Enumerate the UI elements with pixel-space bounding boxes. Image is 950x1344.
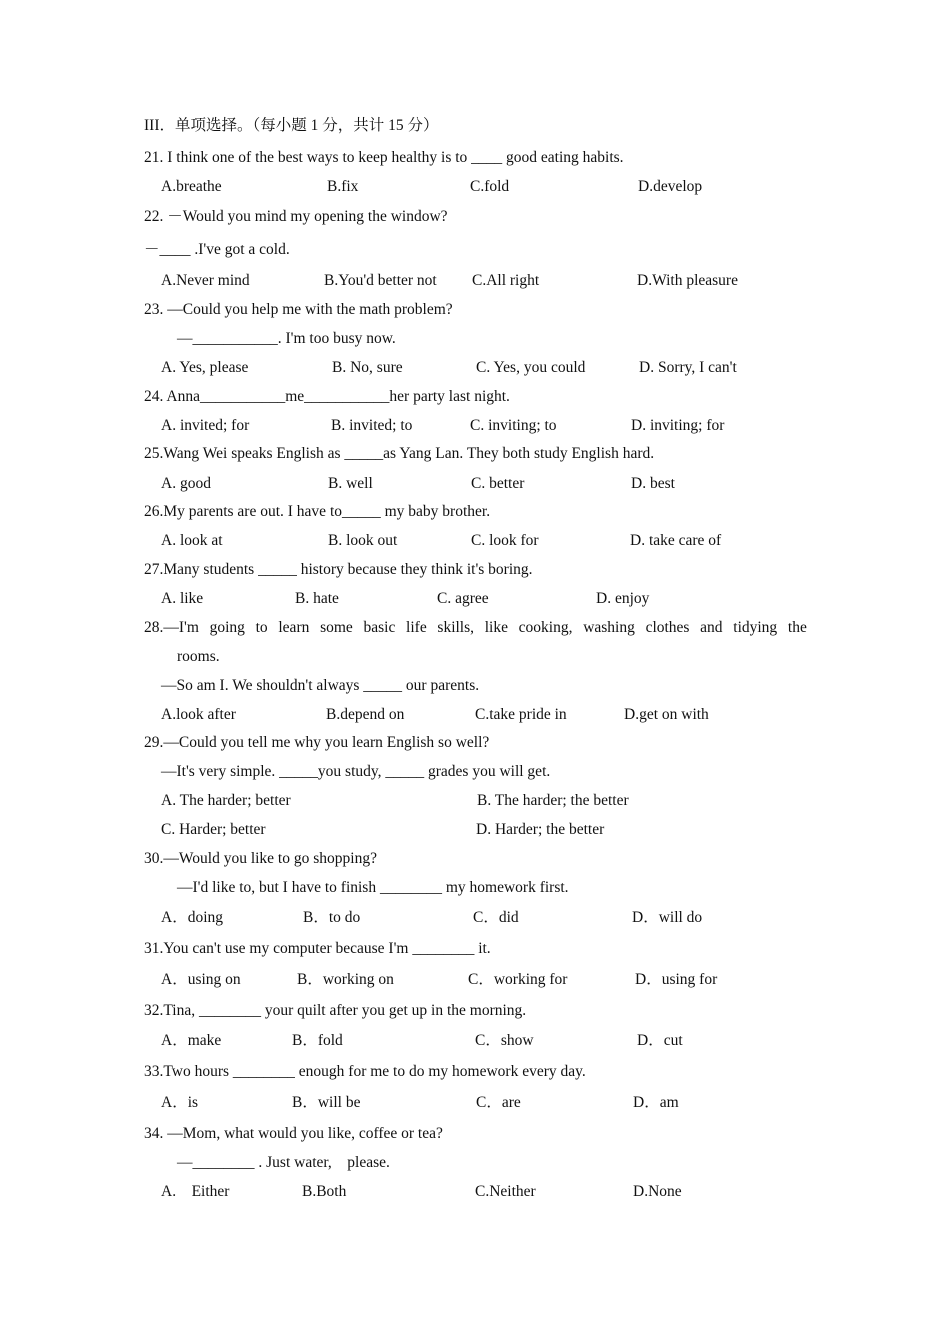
- question-27-option-a[interactable]: A. like: [161, 590, 204, 607]
- question-25-stem: 25.Wang Wei speaks English as _____as Yang Lan. They both study English hard.: [144, 445, 655, 462]
- question-24-option-d[interactable]: D. inviting; for: [631, 417, 725, 434]
- question-23-reply: —___________. I'm too busy now.: [177, 330, 396, 347]
- question-25-option-a[interactable]: A. good: [161, 475, 211, 492]
- question-33-option-b[interactable]: B．will be: [292, 1094, 361, 1111]
- question-21-option-c[interactable]: C.fold: [470, 178, 510, 195]
- question-27-option-c[interactable]: C. agree: [437, 590, 489, 607]
- question-31-option-a[interactable]: A．using on: [161, 971, 241, 988]
- question-22-reply: －____ .I've got a cold.: [144, 241, 290, 258]
- question-30-option-a[interactable]: A．doing: [161, 909, 224, 926]
- question-28-stem-continued: rooms.: [177, 648, 220, 665]
- question-21-option-d[interactable]: D.develop: [638, 178, 703, 195]
- question-21-option-a[interactable]: A.breathe: [161, 178, 222, 195]
- question-26-option-c[interactable]: C. look for: [471, 532, 539, 549]
- question-28-option-d[interactable]: D.get on with: [624, 706, 709, 723]
- question-30-stem: 30.—Would you like to go shopping?: [144, 850, 377, 867]
- question-21-stem: 21. I think one of the best ways to keep healthy is to ____ good eating habits.: [144, 149, 624, 166]
- question-32-option-a[interactable]: A．make: [161, 1032, 222, 1049]
- question-28-stem: [144, 618, 807, 638]
- question-27-option-d[interactable]: D. enjoy: [596, 590, 650, 607]
- question-31-stem: 31.You can't use my computer because I'm ________ it.: [144, 940, 491, 957]
- question-25-option-d[interactable]: D. best: [631, 475, 675, 492]
- question-30-option-c[interactable]: C．did: [473, 909, 519, 926]
- question-34-option-d[interactable]: D.None: [633, 1183, 682, 1200]
- question-32-option-d[interactable]: D．cut: [637, 1032, 683, 1049]
- stem-word: and: [700, 619, 723, 636]
- stem-word: some: [320, 619, 353, 636]
- question-33-option-c[interactable]: C．are: [476, 1094, 521, 1111]
- stem-word: cooking,: [518, 619, 573, 636]
- question-23-option-a[interactable]: A. Yes, please: [161, 359, 249, 376]
- question-22-option-c[interactable]: C.All right: [472, 272, 540, 289]
- question-26-option-b[interactable]: B. look out: [328, 532, 398, 549]
- question-33-stem: 33.Two hours ________ enough for me to do my homework every day.: [144, 1063, 586, 1080]
- stem-word: tidying: [733, 619, 778, 636]
- question-28-reply: —So am I. We shouldn't always _____ our parents.: [161, 677, 480, 694]
- question-23-option-d[interactable]: D. Sorry, I can't: [639, 359, 737, 376]
- question-30-reply: —I'd like to, but I have to finish ________ my homework first.: [177, 879, 569, 896]
- question-29-option-a[interactable]: A. The harder; better: [161, 792, 291, 809]
- question-32-option-c[interactable]: C．show: [475, 1032, 534, 1049]
- question-29-option-c[interactable]: C. Harder; better: [161, 821, 266, 838]
- stem-word: skills,: [437, 619, 475, 636]
- question-24-option-c[interactable]: C. inviting; to: [470, 417, 557, 434]
- question-34-option-b[interactable]: B.Both: [302, 1183, 347, 1200]
- question-29-stem: 29.—Could you tell me why you learn English so well?: [144, 734, 490, 751]
- stem-word: going: [209, 619, 245, 636]
- question-24-stem: 24. Anna___________me___________her party last night.: [144, 388, 510, 405]
- question-31-option-c[interactable]: C．working for: [468, 971, 568, 988]
- question-27-option-b[interactable]: B. hate: [295, 590, 339, 607]
- question-28-option-b[interactable]: B.depend on: [326, 706, 405, 723]
- question-22-option-b[interactable]: B.You'd better not: [324, 272, 437, 289]
- question-29-reply: —It's very simple. _____you study, _____ grades you will get.: [161, 763, 551, 780]
- question-26-option-a[interactable]: A. look at: [161, 532, 223, 549]
- question-28-option-c[interactable]: C.take pride in: [475, 706, 567, 723]
- question-22-option-d[interactable]: D.With pleasure: [637, 272, 738, 289]
- stem-word: to: [255, 619, 268, 636]
- question-26-option-d[interactable]: D. take care of: [630, 532, 722, 549]
- question-24-option-b[interactable]: B. invited; to: [331, 417, 413, 434]
- stem-word: 28.—I'm: [144, 619, 199, 636]
- question-22-stem: 22. －Would you mind my opening the window?: [144, 208, 448, 225]
- section-title: III．单项选择。（每小题 1 分，共计 15 分）: [144, 117, 439, 134]
- question-23-option-b[interactable]: B. No, sure: [332, 359, 403, 376]
- question-22-option-a[interactable]: A.Never mind: [161, 272, 250, 289]
- stem-word: washing: [583, 619, 635, 636]
- question-34-stem: 34. —Mom, what would you like, coffee or tea?: [144, 1125, 443, 1142]
- question-34-option-a[interactable]: A. Either: [161, 1183, 230, 1200]
- question-32-stem: 32.Tina, ________ your quilt after you get up in the morning.: [144, 1002, 527, 1019]
- question-26-stem: 26.My parents are out. I have to_____ my baby brother.: [144, 503, 491, 520]
- stem-word: life: [406, 619, 427, 636]
- question-25-option-b[interactable]: B. well: [328, 475, 373, 492]
- question-33-option-d[interactable]: D．am: [633, 1094, 679, 1111]
- question-34-reply: —________ . Just water, please.: [177, 1154, 390, 1171]
- stem-word: basic: [363, 619, 396, 636]
- question-27-stem: 27.Many students _____ history because they think it's boring.: [144, 561, 533, 578]
- question-23-stem: 23. —Could you help me with the math problem?: [144, 301, 453, 318]
- question-31-option-b[interactable]: B．working on: [297, 971, 394, 988]
- stem-word: like: [484, 619, 508, 636]
- question-32-option-b[interactable]: B．fold: [292, 1032, 343, 1049]
- question-30-option-b[interactable]: B．to do: [303, 909, 361, 926]
- question-29-option-b[interactable]: B. The harder; the better: [477, 792, 629, 809]
- question-25-option-c[interactable]: C. better: [471, 475, 525, 492]
- question-21-option-b[interactable]: B.fix: [327, 178, 359, 195]
- question-30-option-d[interactable]: D．will do: [632, 909, 703, 926]
- question-28-option-a[interactable]: A.look after: [161, 706, 236, 723]
- stem-word: learn: [278, 619, 310, 636]
- stem-word: clothes: [645, 619, 690, 636]
- question-31-option-d[interactable]: D．using for: [635, 971, 718, 988]
- question-33-option-a[interactable]: A．is: [161, 1094, 199, 1111]
- question-24-option-a[interactable]: A. invited; for: [161, 417, 250, 434]
- stem-word: the: [787, 619, 807, 636]
- question-34-option-c[interactable]: C.Neither: [475, 1183, 536, 1200]
- question-23-option-c[interactable]: C. Yes, you could: [476, 359, 586, 376]
- question-29-option-d[interactable]: D. Harder; the better: [476, 821, 605, 838]
